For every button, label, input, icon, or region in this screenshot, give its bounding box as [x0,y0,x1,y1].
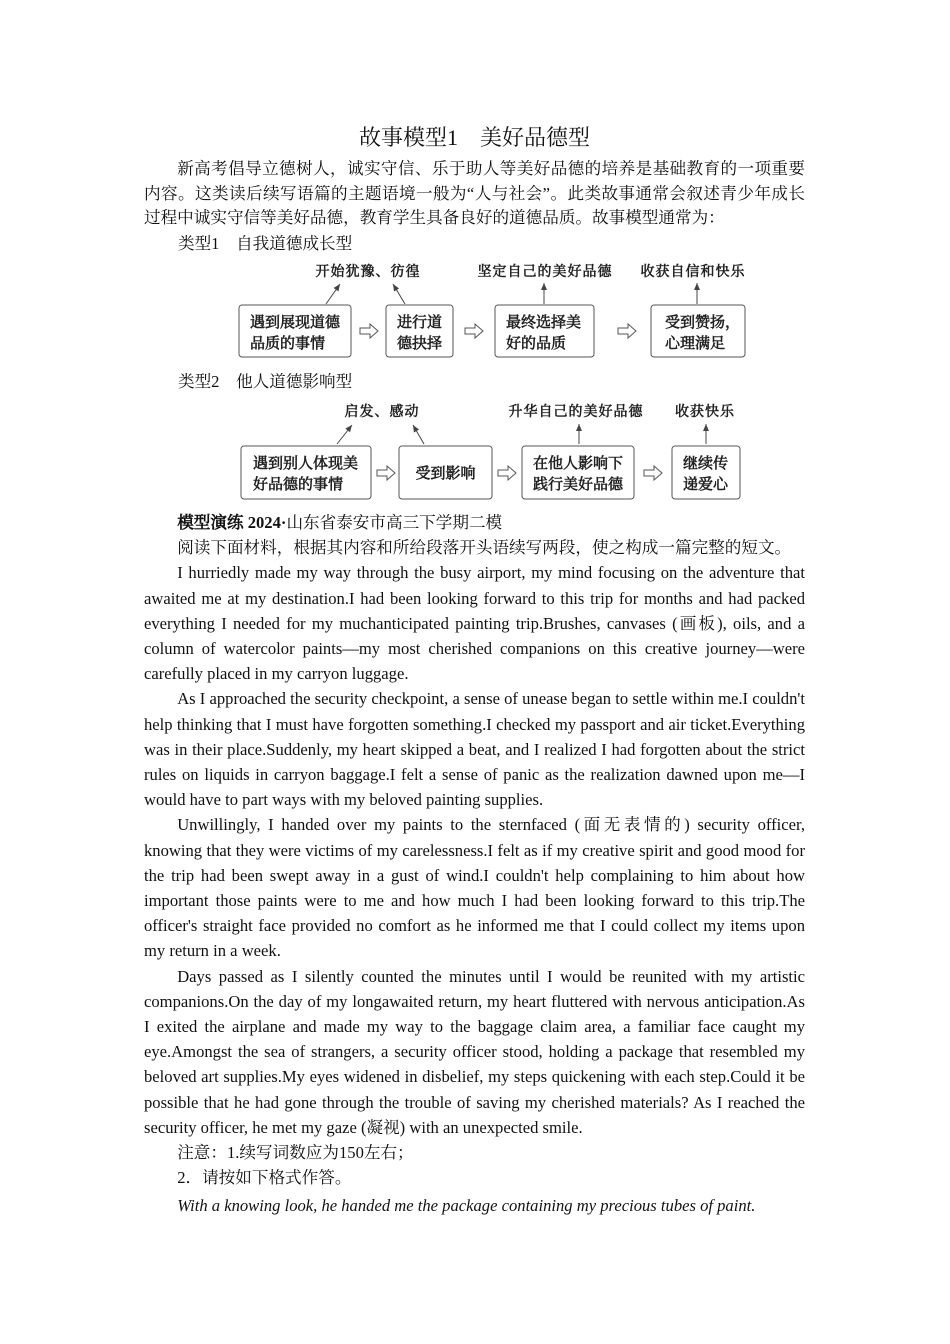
step-4-line-2: 心理满足 [665,334,726,352]
story-paragraph-1: I hurriedly made my way through the busy airport, my mind focusing on the adventure that awaited me at my destination.I had been looking forward to this trip for months and had packed everything I needed for my muchanticipated painting trip.Brushes, canvases (画板), oils, and a column of watercolor paints—my most cherished companions on this creative journey—were carefully placed in my carryon luggage. [144,563,805,684]
step-3-line-1: 在他人影响下 [533,454,624,472]
step-1-line-2: 好品德的事情 [253,475,344,493]
annotation-firm-virtue: 坚定自己的美好品德 [477,264,613,280]
right-arrow-icon [498,466,516,480]
step-1-line-2: 品质的事情 [250,334,326,352]
page-title: 故事模型1 美好品德型 [358,125,590,150]
continuation-opening-line: With a knowing look, he handed me the package containing my precious tubes of paint. [177,1196,756,1216]
step-4-line-1: 受到赞扬， [665,313,741,331]
practice-year: 2024· [247,513,287,532]
step-2-line-1: 进行道 [397,313,443,331]
annotation-elevate-virtue: 升华自己的美好品德 [508,404,644,420]
practice-label: 模型演练 [177,513,244,532]
step-3-line-2: 好的品质 [506,334,567,352]
note-word-count: 注意：1.续写词数应为150左右； [177,1143,414,1163]
story-paragraph-3: Unwillingly, I handed over my paints to the sternfaced (面无表情的) security officer, knowing that they were victims of my carelessness.I felt as if my creative spirit and good mood for the trip had been swept away in a gust of wind.I couldn't help complaining to him about how important those paints were to me and how much I had been looking forward to this trip.The officer's straight face provided no comfort as he informed me that I could collect my items upon my return in a week. [144,815,805,961]
practice-instruction: 阅读下面材料，根据其内容和所给段落开头语续写两段，使之构成一篇完整的短文。 [177,538,792,558]
right-arrow-icon [644,466,662,480]
practice-section [144,510,805,1219]
annotation-inspired: 启发、感动 [344,404,420,420]
type1-flow-diagram [200,255,780,365]
type2-flow-diagram [200,398,780,506]
step-4-line-2: 递爱心 [683,475,729,493]
right-arrow-icon [360,324,378,338]
story-paragraph-2: As I approached the security checkpoint, a sense of unease began to settle within me.I couldn't help thinking that I must have forgotten something.I checked my passport and air ticket.Everything was in their place.Suddenly, my heart skipped a beat, and I realized I had forgotten about the strict rules on liquids in carryon baggage.I felt a sense of panic as the realization dawned upon me—I would have to part ways with my beloved painting supplies. [144,689,805,810]
annotation-hesitation: 开始犹豫、彷徨 [315,264,421,280]
annotation-arrow-icon [337,425,352,444]
type2-heading: 类型2 他人道德影响型 [178,372,353,391]
intro-paragraph: 新高考倡导立德树人，诚实守信、乐于助人等美好品德的培养是基础教育的一项重要内容。这类读后续写语篇的主题语境一般为“人与社会”。此类故事通常会叙述青少年成长过程中诚实守信等美好品德，教育学生具备良好的道德品质。故事模型通常为： [144,159,805,228]
step-2-line-1: 受到影响 [415,464,476,482]
note-format: 2．请按如下格式作答。 [177,1168,352,1188]
annotation-arrow-icon [413,425,424,444]
practice-source: 山东省泰安市高三下学期二模 [286,513,503,532]
right-arrow-icon [618,324,636,338]
annotation-arrow-icon [393,284,405,304]
right-arrow-icon [465,324,483,338]
step-1-line-1: 遇到展现道德 [250,313,341,331]
annotation-joy: 收获快乐 [675,404,735,420]
annotation-confidence-joy: 收获自信和快乐 [640,264,746,280]
step-1-line-1: 遇到别人体现美 [253,454,359,472]
annotation-arrow-icon [326,284,340,304]
step-2-line-2: 德抉择 [397,334,443,352]
type1-heading: 类型1 自我道德成长型 [178,234,353,253]
step-3-line-2: 践行美好品德 [533,475,624,493]
practice-header [144,510,805,535]
step-4-line-1: 继续传 [683,454,729,472]
step-3-line-1: 最终选择美 [506,313,582,331]
story-paragraph-4: Days passed as I silently counted the minutes until I would be reunited with my artistic companions.On the day of my longawaited return, my heart fluttered with nervous anticipation.As I exited the airplane and made my way to the baggage claim area, a familiar face caught my eye.Amongst the sea of strangers, a security officer stood, holding a package that resembled my beloved art supplies.My eyes widened in disbelief, my steps quickening with each step.Could it be possible that he had gone through the trouble of saving my cherished materials? As I reached the security officer, he met my gaze (凝视) with an unexpected smile. [144,966,805,1137]
right-arrow-icon [377,466,395,480]
